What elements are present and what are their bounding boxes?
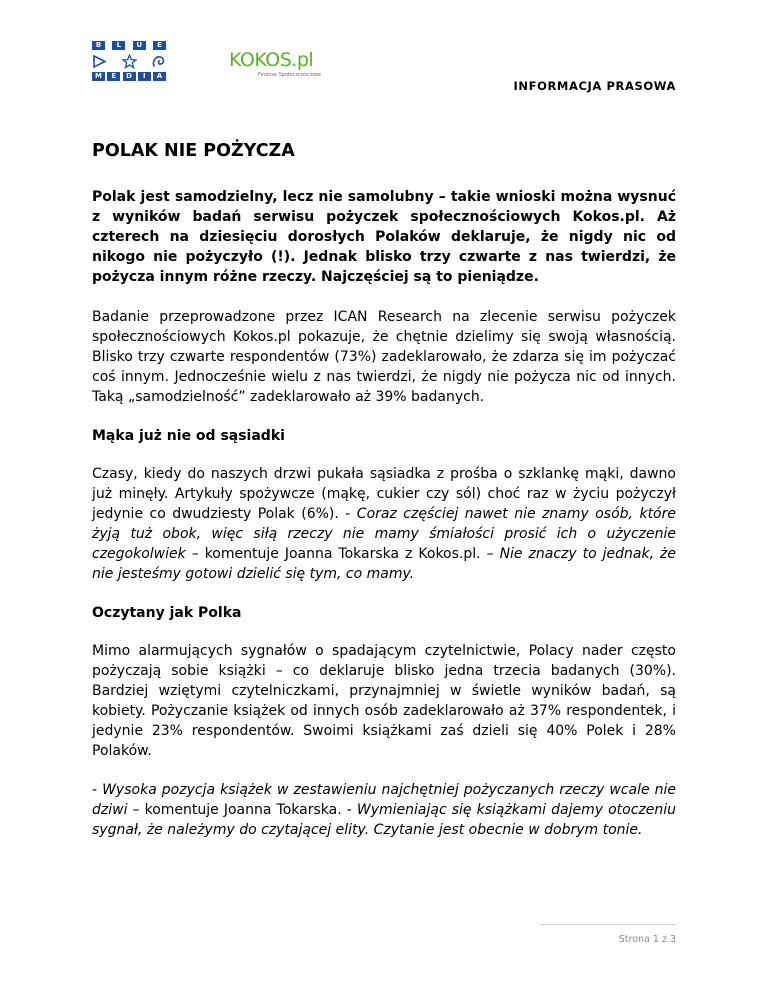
press-release-label: INFORMACJA PRASOWA <box>513 79 676 93</box>
star-icon <box>122 54 137 69</box>
quote-run: Wysoka pozycja książek w zestawieniu najchętniej pożyczanych rzeczy wcale nie dziwi <box>92 782 676 818</box>
quote-run: Coraz częściej nawet nie znamy osób, które żyją tuż obok, więc siłą rzeczy nie mamy śmiałości prosić ich o użyczenie czegokolwiek <box>92 506 676 562</box>
kokos-wordmark: KOKOS.pl <box>229 49 314 71</box>
text-run: Czasy, kiedy do naszych drzwi pukała sąsiadka z prośba o szklankę mąki, dawno już minęły. Artykuły spożywcze (mąkę, cukier czy sól) choć raz w życiu pożyczył jedynie co dwudziesty Polak (6%). - <box>92 466 676 522</box>
article-title: POLAK NIE POŻYCZA <box>92 141 295 161</box>
logo-letter: I <box>138 72 151 81</box>
blue-media-top-row <box>92 41 166 50</box>
paragraph-flour <box>92 464 676 584</box>
quote-run: Wymieniając się książkami dajemy otoczeniu sygnał, że należymy do czytającej elity. Czytanie jest obecnie w dobrym tonie. <box>92 802 676 838</box>
page-number: Strona 1 z 3 <box>618 934 676 945</box>
logo-letter: D <box>123 72 136 81</box>
blue-media-icons <box>92 53 166 69</box>
quote-run: Nie znaczy to jednak, że nie jesteśmy gotowi dzielić się tym, co mamy. <box>92 546 677 582</box>
kokos-logo <box>229 49 322 80</box>
blue-media-bottom-row <box>92 72 166 81</box>
footer-divider <box>540 924 676 925</box>
section-heading-books: Oczytany jak Polka <box>92 605 242 621</box>
spiral-icon <box>151 54 166 69</box>
logo-letter: E <box>107 72 120 81</box>
paragraph-books-quote <box>92 780 676 840</box>
blue-media-logo <box>92 41 166 81</box>
kokos-tagline: Finanse Społecznościowe <box>258 72 322 78</box>
text-run: – komentuje Joanna Tokarska z Kokos.pl. – <box>185 546 500 562</box>
text-run: - <box>92 782 103 798</box>
text-run: – komentuje Joanna Tokarska. - <box>127 802 357 818</box>
paragraph-books: Mimo alarmujących sygnałów o spadającym czytelnictwie, Polacy nader często pożyczają sobie książki – co deklaruje blisko jedna trzecia badanych (30%). Bardziej wziętymi czytelniczkami, przynajmniej w świetle wyników badań, są kobiety. Pożyczanie książek od innych osób zadeklarowało aż 37% respondentek, i jedynie 23% respondentów. Swoimi książkami zaś dzieli się 40% Polek i 28% Polaków. <box>92 643 676 759</box>
article-lead: Polak jest samodzielny, lecz nie samolubny – takie wnioski można wysnuć z wyników badań serwisu pożyczek społecznościowych Kokos.pl. Aż czterech na dziesięciu dorosłych Polaków deklaruje, że nigdy nic od nikogo nie pożyczyło (!). Jednak blisko trzy czwarte z nas twierdzi, że pożycza innym różne rzeczy. Najczęściej są to pieniądze. <box>92 189 676 285</box>
play-triangle-icon <box>92 54 107 69</box>
logo-letter: M <box>92 72 105 81</box>
logo-letter: B <box>92 41 105 50</box>
logo-letter: L <box>112 41 125 50</box>
logo-letter: U <box>133 41 146 50</box>
section-heading-flour: Mąka już nie od sąsiadki <box>92 428 285 444</box>
logo-letter: A <box>153 72 166 81</box>
article-body <box>92 139 676 859</box>
logo-letter: E <box>153 41 166 50</box>
paragraph-intro: Badanie przeprowadzone przez ICAN Research na zlecenie serwisu pożyczek społecznościowych Kokos.pl pokazuje, że chętnie dzielimy się swoją własnością. Blisko trzy czwarte respondentów (73%) zadeklarowało, że zdarza się im pożyczać coś innym. Jednocześnie wielu z nas twierdzi, że nigdy nie pożycza nic od innych. Taką „samodzielność” zadeklarowało aż 39% badanych. <box>92 309 676 405</box>
